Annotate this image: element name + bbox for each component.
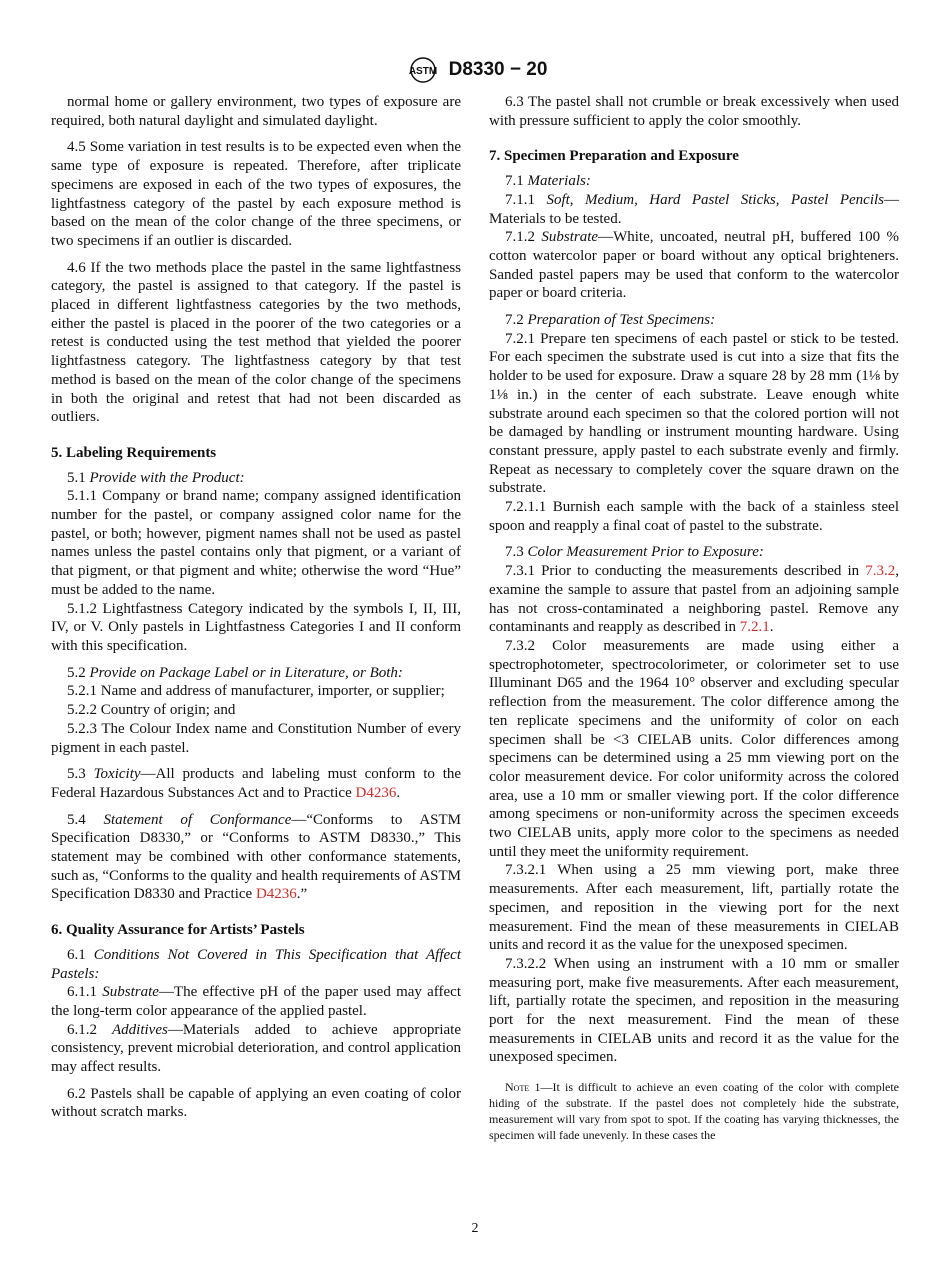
text-run: 7.1.1 [505,191,547,208]
text-run: 7.2.1 Prepare ten specimens of each pastel or stick to be tested. For each specimen the substrate used is cut into a size that fits the holder to be used for exposure. Draw a square 28 by 28 mm (1⅛ by 1⅛ in.) in the center of each substrate. Leave enough white substrate around each specimen so that the colored portion will not be damaged by handling or instrument mounting hardware. Using constant pressure, apply pastel to each substrate evenly and firmly. Repeat as necessary to completely cover the square drawn on the substrate. [489,330,899,497]
note-1 [489,1079,899,1143]
section-heading: 5. Labeling Requirements [51,444,217,461]
paragraph [489,637,899,861]
paragraph [51,487,461,599]
italic-term: Color Measurement Prior to Exposure: [527,544,764,561]
italic-term: Substrate [541,229,599,246]
paragraph [51,983,461,1020]
text-run: 7.3.2.1 When using a 25 mm viewing port, make three measurements. After each measurement, lift, partially rotate the specimen, and reposition in the viewing port for the next measurement. Find the mean of these measurements in CIELAB units and record it as the value for the unexposed specimen. [489,862,899,954]
text-run: 6.3 The pastel shall not crumble or break excessively when used with pressure sufficient to apply the color smoothly. [489,94,899,129]
paragraph [489,228,899,303]
note-label: Note 1 [505,1080,541,1095]
paragraph [51,664,461,683]
text-run: 4.5 Some variation in test results is to be expected even when the same type of exposure is repeated. Therefore, after triplicate specimens are exposed in each of the two types of exposures, the lightfastness category of the pastel by each exposure method is based on the mean of the color change of the three specimens, or two specimens if an outlier is discarded. [51,139,461,249]
text-run: .” [296,886,308,903]
text-run: 5.4 [67,811,104,828]
paragraph [489,562,899,637]
astm-logo-icon [403,56,443,84]
paragraph [51,93,461,130]
section-heading: 7. Specimen Preparation and Exposure [489,148,739,165]
text-run: —All products and labeling must conform to the Federal Hazardous Substances Act and to Practice [51,766,462,801]
italic-term: Provide with the Product: [89,469,245,486]
paragraph [51,720,461,757]
paragraph [51,138,461,250]
reference-link[interactable]: D4236 [355,784,397,801]
text-run: . [396,784,401,801]
document-id: D8330 − 20 [448,59,548,80]
text-run: 5.2.2 Country of origin; and [67,702,236,719]
reference-link[interactable]: 7.3.2 [865,563,896,580]
text-run: 6.1.1 [67,984,103,1001]
text-run: 6.1 [67,946,94,963]
text-run: 5.3 [67,766,94,783]
paragraph [489,330,899,498]
text-run: 6.1.2 [67,1021,112,1038]
paragraph [489,311,899,330]
paragraph [51,1085,461,1122]
text-run: normal home or gallery environment, two types of exposure are required, both natural daylight and simulated daylight. [51,94,461,129]
text-run: 5.2.3 The Colour Index name and Constitution Number of every pigment in each pastel. [51,720,461,756]
italic-term: Additives [112,1021,168,1038]
section-heading: 6. Quality Assurance for Artists’ Pastels [51,922,305,939]
paragraph [51,469,461,488]
paragraph [51,682,461,701]
paragraph [51,811,461,905]
text-run: 4.6 If the two methods place the pastel in the same lightfastness category, the pastel is assigned to that category. If the pastel is placed in different lightfastness categories by the two methods, either the pastel is placed in the poorer of the two categories or a retest is conducted using the test method that yielded the poorer lightfastness category. The lightfastness category by that test method is based on the mean of the color change of the specimens in both the original and retest that had not been discarded as outliers. [51,259,461,426]
text-run: 5.2 [67,664,90,681]
reference-link[interactable]: 7.2.1 [739,619,770,636]
text-run: 5.1.2 Lightfastness Category indicated by the symbols I, II, III, IV, or V. Only pastels in Lightfastness Categories I and II conform with this specification. [51,600,461,654]
text-run: . [769,619,774,636]
italic-term: Materials: [527,173,591,190]
text-run: 7.3.2 Color measurements are made using either a spectrophotometer, spectrocolorimeter, or colorimeter set to use Illuminant D65 and the 1964 10° observer and excluding specular reflection from the measurement. The color difference among the ten replicate specimens and the uniformity of color on each specimen shall be <3 CIELAB units. Color differences among specimens can be determined using a 25 mm viewing port on the color measurement device. For color uniformity across the colored area, use a 10 mm or smaller viewing port. If the color difference among specimens or non-uniformity across the specimen exceeds two CIELAB units, apply more color to the specimens as needed until they meet the uniformity requirement. [489,637,899,860]
paragraph [489,543,899,562]
text-run: 5.1 [67,469,90,486]
paragraph [51,701,461,720]
paragraph [51,1021,461,1077]
text-run: 7.3.2.2 When using an instrument with a 10 mm or smaller measuring port, make five measurements. After each measurement, lift, partially rotate the specimen, and reposition in the measuring port for the next measurement. Find the mean of these measurements in CIELAB units and record it as the value for the unexposed specimen. [489,955,899,1066]
paragraph [51,600,461,656]
text-run: 7.3.1 Prior to conducting the measurements described in [505,563,866,580]
text-run: —“Conforms to ASTM Specification D8330,” or “Conforms to ASTM D8330.,” This statement may be combined with other conformance statements, such as, “Conforms to the quality and health requirements of ASTM Specification D8330 and Practice [51,811,461,903]
reference-link[interactable]: D4236 [255,886,297,903]
text-run: 7.1 [505,173,528,190]
paragraph [489,861,899,955]
text-run: 6.2 Pastels shall be capable of applying an even coating of color without scratch marks. [51,1085,461,1121]
italic-term: Statement of Conformance [103,811,292,828]
text-run: , examine the sample to assure that pastel from an adjoining sample has not cross-contaminated a neighboring pastel. Remove any contaminants and reapply as described in [489,563,899,636]
text-run: 7.3 [505,544,528,561]
italic-term: Substrate [102,984,159,1001]
text-run: —White, uncoated, neutral pH, buffered 100 % cotton watercolor paper or board without any optical brighteners. Sanded pastel papers may be used that conform to the watercolor paper or board criteria. [489,229,900,302]
text-run: 7.2 [505,312,528,329]
italic-term: Conditions Not Covered in This Specification that Affect Pastels: [51,946,461,982]
left-column [51,93,461,1122]
text-run: 5.1.1 Company or brand name; company assigned identification number for the pastel, or company assigned color name for the pastel, or both; however, pigment names shall not be used as pastel names unless the pastel contains only that pigment, or a variant of that pigment, or that pigment and white; otherwise the word “Hue” must be added to the name. [51,488,461,598]
paragraph [489,191,899,228]
italic-term: Soft, Medium, Hard Pastel Sticks, Pastel Pencils [546,191,884,208]
italic-term: Provide on Package Label or in Literature, or Both: [89,664,403,681]
paragraph [51,946,461,983]
page-number: 2 [471,1221,479,1236]
text-run: 5.2.1 Name and address of manufacturer, importer, or supplier; [67,683,445,700]
note-text: —It is difficult to achieve an even coating of the color with complete hiding of the substrate. If the pastel does not completely hide the substrate, measurement will vary from spot to spot. If the coating has varying thicknesses, the specimen will fade unevenly. In these cases the [489,1080,900,1143]
page-header [0,56,950,84]
paragraph [489,498,899,535]
text-run: —Materials added to achieve appropriate consistency, prevent microbial deterioration, and control application may affect results. [51,1021,462,1076]
paragraph [489,93,899,130]
paragraph [489,172,899,191]
svg-text:ASTM: ASTM [408,66,437,77]
text-run: —Materials to be tested. [489,191,899,227]
paragraph [51,765,461,802]
italic-term: Preparation of Test Specimens: [527,312,716,329]
paragraph [51,259,461,427]
text-run: —The effective pH of the paper used may affect the long-term color appearance of the applied pastel. [51,984,462,1019]
italic-term: Toxicity [93,766,141,783]
paragraph [489,955,899,1067]
text-run: 7.1.2 [505,229,542,246]
right-column [489,93,899,1143]
text-run: 7.2.1.1 Burnish each sample with the back of a stainless steel spoon and reapply a final coat of pastel to the substrate. [489,499,899,534]
